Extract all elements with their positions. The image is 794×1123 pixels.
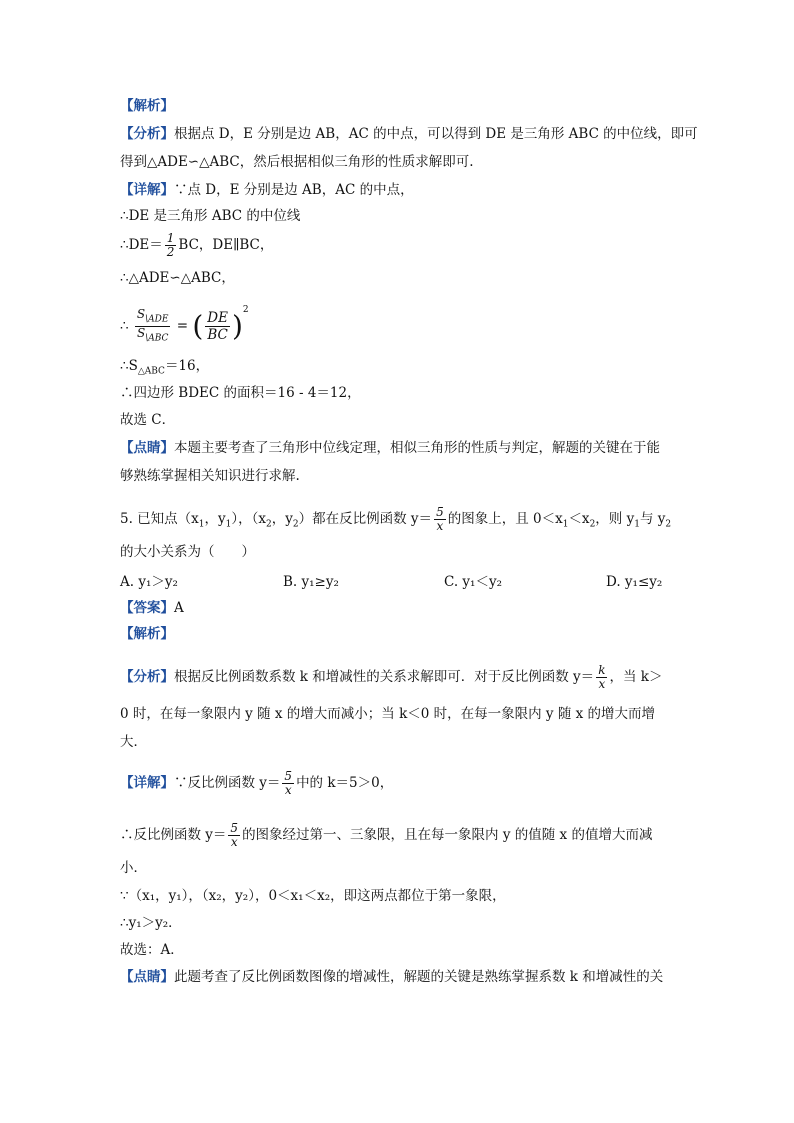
answer-line: 【答案】A: [120, 600, 184, 616]
step-area-abc: $\therefore S_{\triangle ABC}=16$，: [120, 358, 210, 377]
question-5-stem-line-2: 的大小关系为（ ）: [120, 544, 255, 560]
dianjing-line-1: 【点睛】本题主要考查了三角形中位线定理，相似三角形的性质与判定，解题的关键在于能: [120, 440, 660, 456]
jiexi-heading: 【解析】: [120, 98, 174, 114]
step-area-bdec: ∴四边形 BDEC 的面积＝16 - 4＝12，: [120, 385, 361, 401]
fraction-k-over-x: $\frac{k}{x}$: [598, 663, 606, 691]
fenxi-line-1: 【分析】根据点 D，E 分别是边 AB，AC 的中点，可以得到 DE 是三角形 ABC 的中位线，即可: [120, 126, 698, 142]
option-a: A. y₁＞y₂: [120, 574, 178, 590]
q5-xiangjie-line-1: 【详解】∵反比例函数 y＝ $\frac{5}{x}$ 中的 k＝5＞0，: [120, 769, 394, 797]
fenxi-line-2: 得到△ADE∽△ABC，然后根据相似三角形的性质求解即可.: [120, 154, 474, 170]
option-c: C. y₁＜y₂: [444, 574, 503, 590]
step-midline: ∴DE 是三角形 ABC 的中位线: [120, 208, 301, 224]
fraction-5-over-x: $\frac{5}{x}$: [436, 505, 444, 533]
question-5-stem: 5. 已知点（$x_1$，$y_1$），（$x_2$，$y_2$）都在反比例函数 y＝ $\frac{5}{x}$ 的图象上，且 $0<x_1<x_2$，则 $y_1$与 $y_2$: [120, 505, 672, 533]
q5-fenxi-line-1: 【分析】根据反比例函数系数 k 和增减性的关系求解即可．对于反比例函数 y＝ $\frac{k}{x}$ ，当 k＞: [120, 663, 663, 691]
step-choose-c: 故选 C．: [120, 412, 176, 428]
dianjing-line-2: 够熟练掌握相关知识进行求解.: [120, 468, 300, 484]
step-area-ratio: ∴ $\frac{S_{\backslash ADE}}{S_{\backslash ABC}}$ = ( $\frac{DE}{BC}$ )$^2$: [120, 305, 249, 344]
fraction-5-over-x-3: $\frac{5}{x}$: [230, 821, 239, 849]
area-ratio-fraction: $\frac{S_{\backslash ADE}}{S_{\backslash ABC}}$: [136, 306, 169, 344]
q5-step-xiao: 小．: [120, 860, 147, 876]
option-b: B. y₁≥y₂: [283, 574, 339, 590]
q5-step-quadrants: ∴反比例函数 y＝ $\frac{5}{x}$ 的图象经过第一、三象限，且在每一象限内 y 的值随 x 的值增大而减: [120, 821, 653, 849]
fraction-5-over-x-2: $\frac{5}{x}$: [284, 769, 293, 797]
step-de-half-bc: ∴DE＝ $\frac{1}{2}$ BC，DE∥BC，: [120, 231, 274, 259]
q5-fenxi-line-3: 大．: [120, 734, 147, 750]
q5-dianjing-line-1: 【点睛】此题考查了反比例函数图像的增减性，解题的关键是熟练掌握系数 k 和增减性的关: [120, 969, 664, 985]
q5-step-points: ∵（x₁，y₁），（x₂，y₂），0＜x₁＜x₂，即这两点都位于第一象限，: [120, 888, 506, 904]
xiangjie-line-1: 【详解】∵点 D，E 分别是边 AB，AC 的中点，: [120, 182, 414, 198]
de-bc-fraction: $\frac{DE}{BC}$: [207, 310, 228, 343]
fraction-one-half: $\frac{1}{2}$: [166, 231, 175, 259]
q5-step-choose: 故选：A．: [120, 942, 184, 958]
q5-step-result: ∴y₁＞y₂．: [120, 915, 182, 931]
q5-jiexi-heading: 【解析】: [120, 626, 174, 642]
step-similar: ∴△ADE∽△ABC，: [120, 270, 235, 286]
option-d: D. y₁≤y₂: [606, 574, 663, 590]
q5-fenxi-line-2: 0 时，在每一象限内 y 随 x 的增大而减小；当 k＜0 时，在每一象限内 y 随 x 的增大而增: [120, 706, 656, 722]
